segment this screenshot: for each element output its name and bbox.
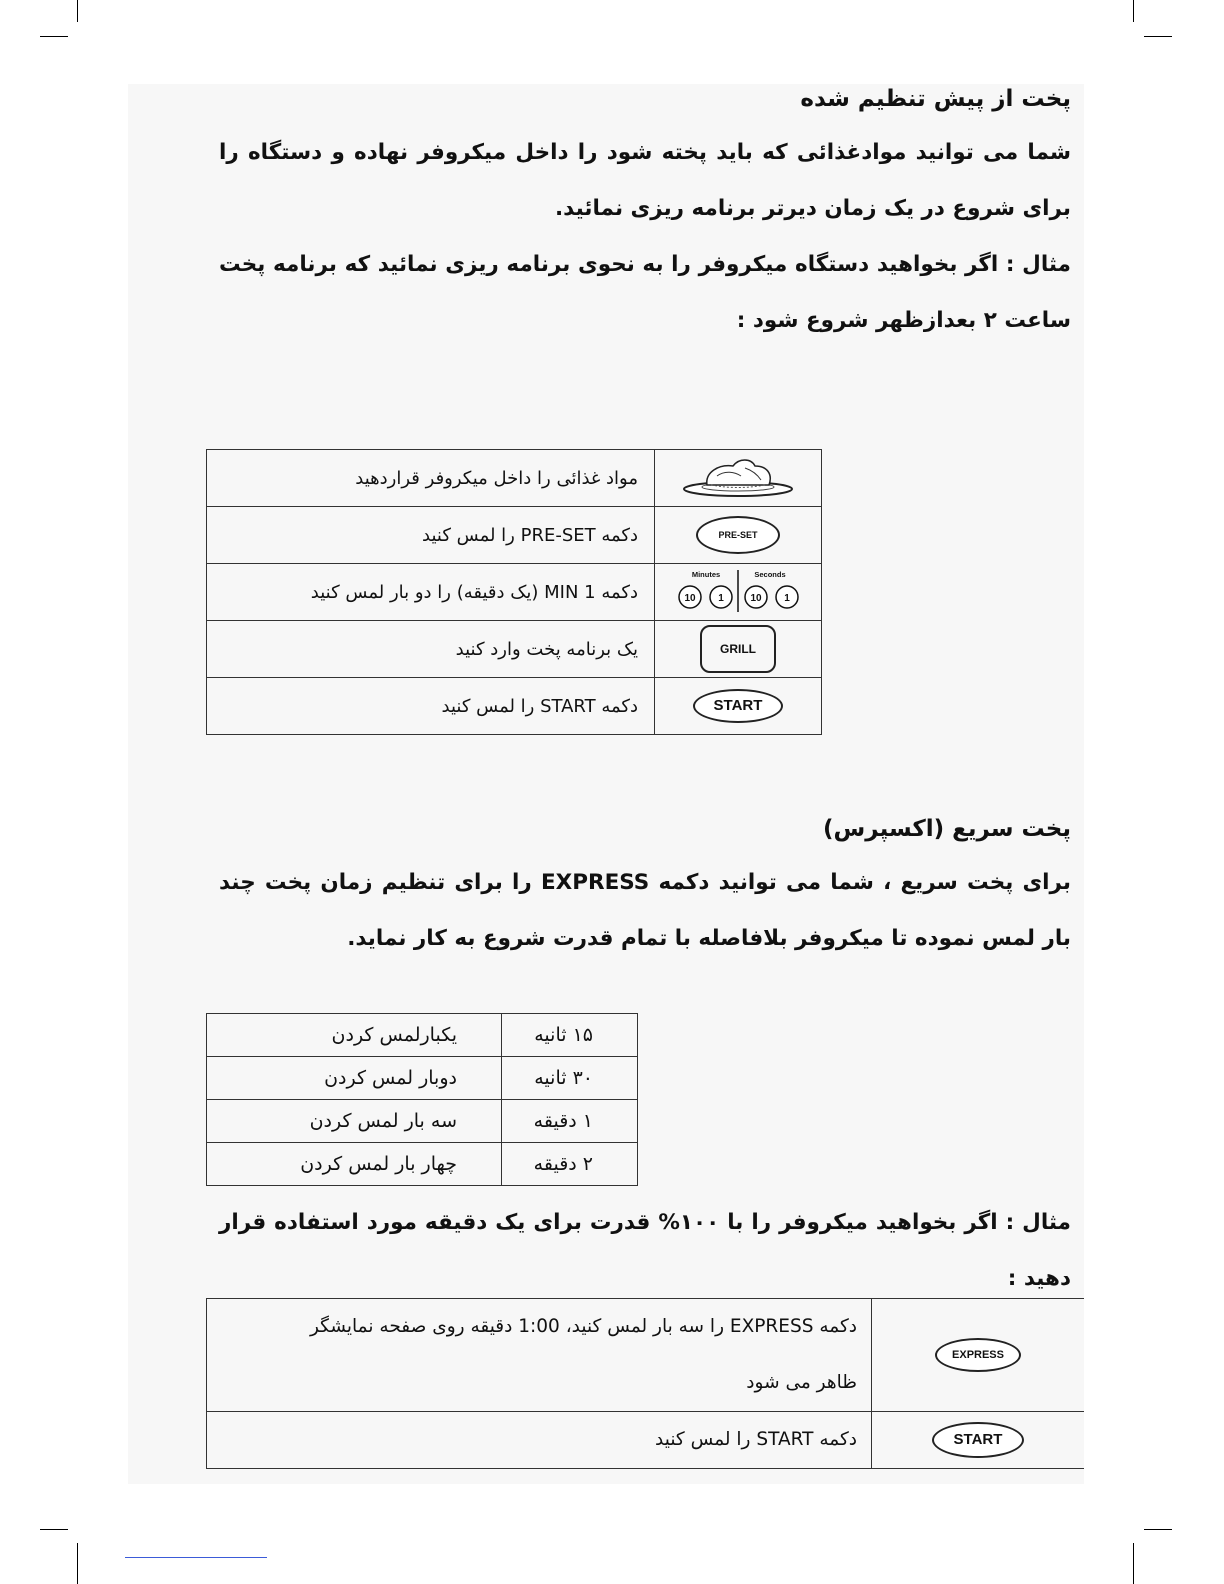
crop-mark — [1144, 1529, 1172, 1530]
step-icon-cell — [655, 507, 822, 564]
crop-mark — [1144, 36, 1172, 37]
express-description — [219, 855, 1071, 967]
step-text-line-2: ظاهر می شود — [746, 1372, 857, 1393]
start-button-icon: START — [932, 1422, 1024, 1458]
step-text: دکمه 1 MIN (یک دقیقه) را دو بار لمس کنید — [207, 564, 655, 621]
sec-10-label: 10 — [750, 593, 762, 604]
step-text: دکمه PRE-SET را لمس کنید — [207, 507, 655, 564]
step-text-line-1: دکمه EXPRESS را سه بار لمس کنید، 1:00 دقیقه روی صفحه نمایشگر — [309, 1316, 857, 1337]
min-10-label: 10 — [684, 593, 696, 604]
section-title-express: پخت سریع (اکسپرس) — [823, 816, 1071, 842]
step-icon-cell — [655, 564, 822, 621]
preset-paragraph-2: مثال : اگر بخواهید دستگاه میکروفر را به نحوی برنامه ریزی نمائید که برنامه پخت ساعت ۲ بعدازظهر شروع شود : — [219, 252, 1071, 333]
table-row — [207, 678, 822, 735]
express-paragraph-2: مثال : اگر بخواهید میکروفر را با ۱۰۰% قدرت برای یک دقیقه مورد استفاده قرار دهید : — [219, 1210, 1071, 1291]
preset-description — [219, 125, 1071, 349]
start-button-icon: START — [693, 689, 783, 723]
time-buttons-icon — [676, 566, 800, 614]
table-row — [207, 1412, 1085, 1469]
table-row — [207, 1057, 638, 1100]
table-row — [207, 564, 822, 621]
step-text: مواد غذائی را داخل میکروفر قراردهید — [207, 450, 655, 507]
touch-count: چهار بار لمس کردن — [207, 1143, 502, 1186]
step-text: دکمه START را لمس کنید — [207, 678, 655, 735]
seconds-label: Seconds — [754, 570, 786, 579]
express-paragraph-1: برای پخت سریع ، شما می توانید دکمه EXPRESS را برای تنظیم زمان پخت چند بار لمس نموده تا میکروفر بلافاصله با تمام قدرت شروع به کار نماید. — [219, 870, 1071, 951]
express-times-table — [206, 1013, 638, 1186]
express-example — [219, 1195, 1071, 1307]
table-row — [207, 621, 822, 678]
duration: ۳۰ ثانیه — [502, 1057, 638, 1100]
crop-mark — [1133, 1543, 1134, 1584]
duration: ۲ دقیقه — [502, 1143, 638, 1186]
table-row — [207, 1143, 638, 1186]
step-icon-cell — [655, 621, 822, 678]
step-icon-cell — [655, 678, 822, 735]
duration: ۱۵ ثانیه — [502, 1014, 638, 1057]
touch-count: یکبارلمس کردن — [207, 1014, 502, 1057]
minutes-label: Minutes — [691, 570, 721, 579]
table-row — [207, 1299, 1085, 1412]
step-icon-cell — [655, 450, 822, 507]
table-row — [207, 507, 822, 564]
step-icon-cell — [872, 1299, 1085, 1412]
touch-count: سه بار لمس کردن — [207, 1100, 502, 1143]
crop-mark — [40, 36, 68, 37]
section-title-preset: پخت از پیش تنظیم شده — [800, 86, 1071, 112]
step-text: یک برنامه پخت وارد کنید — [207, 621, 655, 678]
footer-underline — [125, 1557, 267, 1558]
preset-button-icon: PRE-SET — [696, 516, 780, 554]
step-text: دکمه START را لمس کنید — [207, 1412, 872, 1469]
crop-mark — [40, 1529, 68, 1530]
express-steps-table — [206, 1298, 1084, 1469]
step-icon-cell — [872, 1412, 1085, 1469]
step-text — [207, 1299, 872, 1412]
preset-paragraph-1: شما می توانید موادغذائی که باید پخته شود را داخل میکروفر نهاده و دستگاه را برای شروع در یک زمان دیرتر برنامه ریزی نمائید. — [219, 140, 1071, 221]
touch-count: دوبار لمس کردن — [207, 1057, 502, 1100]
crop-mark — [77, 1543, 78, 1584]
sec-1-label: 1 — [784, 593, 790, 604]
crop-mark — [77, 0, 78, 22]
grill-button-icon: GRILL — [700, 625, 776, 673]
preset-steps-table — [206, 449, 822, 735]
table-row — [207, 1014, 638, 1057]
crop-mark — [1133, 0, 1134, 22]
min-1-label: 1 — [718, 593, 724, 604]
table-row — [207, 450, 822, 507]
duration: ۱ دقیقه — [502, 1100, 638, 1143]
table-row — [207, 1100, 638, 1143]
food-plate-icon — [681, 454, 795, 498]
express-button-icon: EXPRESS — [935, 1338, 1021, 1372]
